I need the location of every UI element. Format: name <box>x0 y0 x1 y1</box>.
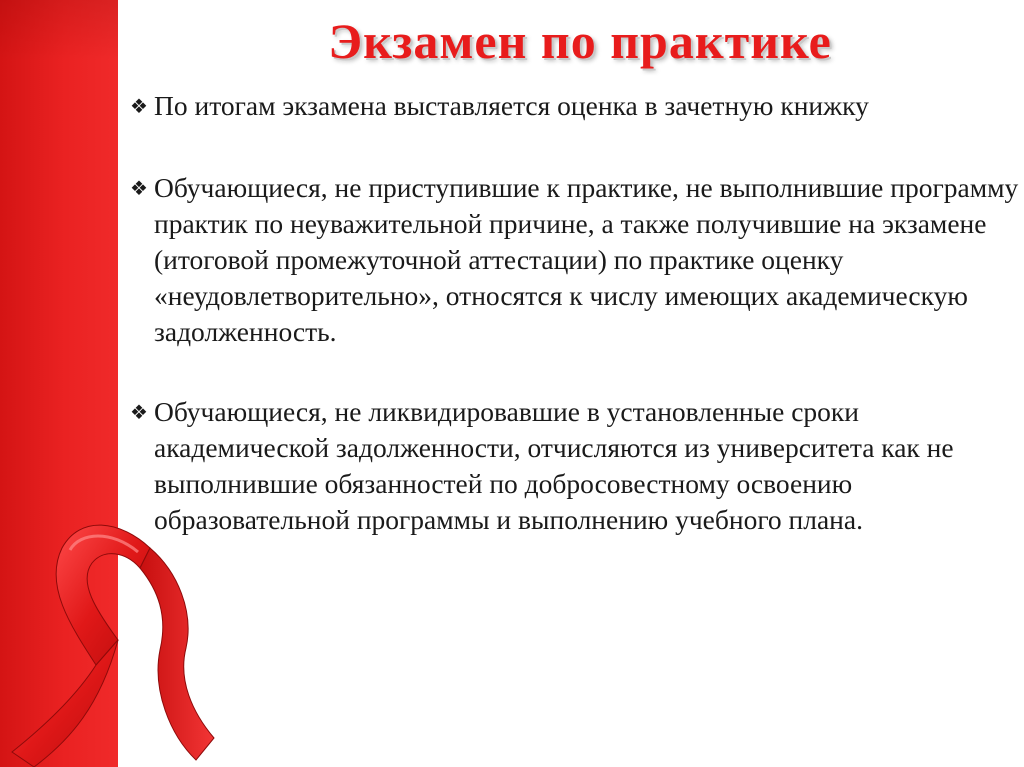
slide-content <box>130 88 1022 582</box>
left-red-band <box>0 0 118 767</box>
diamond-bullet-icon: ❖ <box>130 94 148 118</box>
list-item-text: Обучающиеся, не приступившие к практике, не выполнившие программу практик по неуважительной причине, а также получившие на экзамене (итоговой промежуточной аттестации) по практике оценку «неудовлетворительно», относятся к числу имеющих академическую задолженность. <box>154 172 1019 347</box>
list-item <box>130 88 1022 124</box>
diamond-bullet-icon: ❖ <box>130 400 148 424</box>
list-item-text: По итогам экзамена выставляется оценка в зачетную книжку <box>154 90 869 121</box>
band-shade <box>0 0 118 60</box>
list-item <box>130 394 1022 538</box>
slide-title: Экзамен по практике <box>328 13 832 69</box>
list-item <box>130 170 1022 350</box>
diamond-bullet-icon: ❖ <box>130 176 148 200</box>
list-item-text: Обучающиеся, не ликвидировавшие в установленные сроки академической задолженности, отчисляются из университета как не выполнившие обязанностей по добросовестному освоению образовательной программы и выполнению учебного плана. <box>154 396 954 535</box>
